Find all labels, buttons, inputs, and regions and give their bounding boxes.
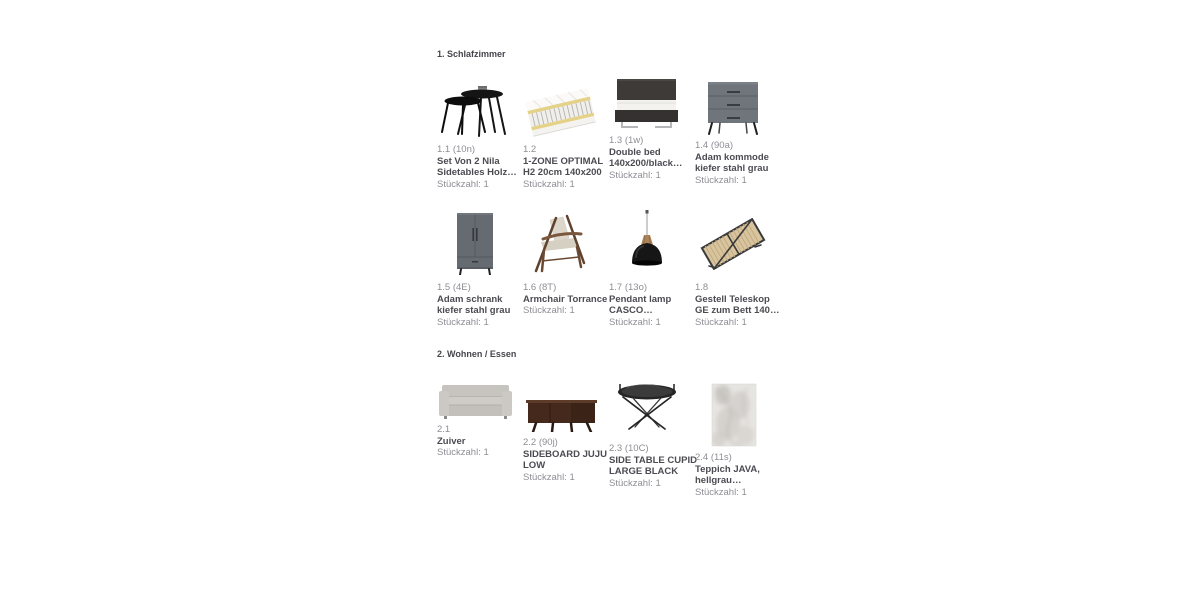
- product-card-1-6: [523, 210, 609, 328]
- product-card-1-2: [523, 75, 609, 190]
- product-code: 2.2 (90j): [523, 437, 558, 448]
- product-quantity: Stückzahl: 1: [523, 305, 575, 316]
- section-title-wohnen-essen: 2. Wohnen / Essen: [437, 349, 517, 359]
- product-card-2-4: [695, 377, 781, 498]
- product-image: [695, 383, 772, 447]
- product-image: [437, 210, 514, 277]
- product-quantity: Stückzahl: 1: [695, 174, 747, 186]
- product-quantity: Stückzahl: 1: [437, 316, 489, 328]
- product-name: Armchair Torrance: [523, 293, 608, 305]
- product-code: 1.7 (13o): [609, 282, 648, 293]
- product-card-1-3: [609, 75, 695, 190]
- product-image: [609, 210, 686, 277]
- product-code: 2.3 (10C): [609, 443, 649, 454]
- product-quantity: Stückzahl: 1: [437, 447, 489, 458]
- product-card-1-1: [437, 75, 523, 190]
- product-image: [609, 379, 686, 438]
- product-name: Teppich JAVA, hellgrau…: [695, 463, 760, 486]
- product-quantity: Stückzahl: 1: [523, 178, 575, 190]
- product-image: [437, 81, 514, 139]
- product-quantity: Stückzahl: 1: [437, 178, 489, 190]
- product-name: 1-ZONE OPTIMAL H2 20cm 140x200: [523, 155, 604, 178]
- product-row-2: [437, 210, 781, 328]
- product-name: SIDEBOARD JUJU LOW: [523, 448, 607, 471]
- product-card-1-5: [437, 210, 523, 328]
- product-quantity: Stückzahl: 1: [523, 471, 575, 483]
- armchair-image: [523, 214, 600, 274]
- product-card-1-8: [695, 210, 781, 328]
- product-card-2-3: [609, 377, 695, 498]
- product-image: [523, 87, 600, 139]
- product-quantity: Stückzahl: 1: [609, 316, 661, 328]
- product-card-1-7: [609, 210, 695, 328]
- product-image: [523, 389, 600, 432]
- product-card-1-4: [695, 75, 781, 190]
- product-code: 1.5 (4E): [437, 282, 471, 293]
- kommode-image: [695, 77, 772, 135]
- product-code: 1.3 (1w): [609, 135, 644, 146]
- product-quantity: Stückzahl: 1: [609, 477, 661, 489]
- product-name: Zuiver: [437, 435, 466, 447]
- section-title-schlafzimmer: 1. Schlafzimmer: [437, 49, 506, 59]
- mattress-image: [523, 87, 600, 139]
- product-row-1: [437, 75, 781, 190]
- product-card-2-2: [523, 377, 609, 498]
- product-image: [695, 210, 772, 277]
- product-quantity: Stückzahl: 1: [695, 486, 747, 498]
- schrank-image: [437, 212, 514, 275]
- product-code: 2.1: [437, 424, 451, 435]
- product-image: [609, 77, 686, 130]
- product-code: 1.1 (10n): [437, 144, 476, 155]
- product-quantity: Stückzahl: 1: [609, 169, 661, 181]
- product-row-3: [437, 377, 781, 498]
- sofa-image: [437, 383, 514, 419]
- rug-image: [695, 383, 772, 447]
- product-card-2-1: [437, 377, 523, 498]
- side-table-image: [609, 379, 686, 438]
- sideboard-image: [523, 389, 600, 432]
- product-code: 1.4 (90a): [695, 140, 734, 151]
- product-code: 2.4 (11s): [695, 452, 732, 463]
- product-code: 1.2: [523, 144, 537, 155]
- product-code: 1.6 (8T): [523, 282, 557, 293]
- product-image: [695, 77, 772, 135]
- nila-sidetables-image: [437, 81, 514, 139]
- product-quantity: Stückzahl: 1: [695, 316, 747, 328]
- pendant-lamp-image: [609, 210, 686, 277]
- product-image: [523, 210, 600, 277]
- product-name: Gestell Teleskop GE zum Bett 140…: [695, 293, 780, 316]
- product-image: [437, 383, 514, 419]
- product-name: Adam kommode kiefer stahl grau: [695, 151, 769, 174]
- product-name: Pendant lamp CASCO…: [609, 293, 672, 316]
- slatted-frame-image: [695, 218, 772, 270]
- product-code: 1.8: [695, 282, 709, 293]
- product-name: Double bed 140x200/black…: [609, 146, 683, 169]
- product-name: SIDE TABLE CUPID LARGE BLACK: [609, 454, 697, 477]
- double-bed-image: [609, 77, 686, 130]
- product-name: Adam schrank kiefer stahl grau: [437, 293, 511, 316]
- product-name: Set Von 2 Nila Sidetables Holz…: [437, 155, 517, 178]
